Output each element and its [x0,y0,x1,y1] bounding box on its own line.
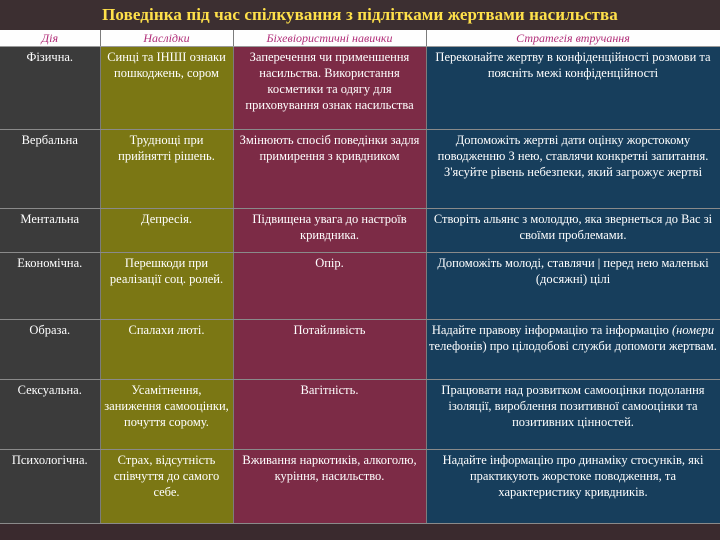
cell-action: Ментальна [0,209,100,253]
cell-behavior: Вагітність. [233,380,426,450]
cell-action: Сексуальна. [0,380,100,450]
strategy-text-part: телефонів) про цілодобові служби допомоги жертвам. [429,339,717,353]
table-row [0,47,720,130]
cell-behavior: Опір. [233,253,426,320]
strategy-italic-part: (номери [671,323,715,337]
cell-consequence: Спалахи люті. [100,320,233,380]
table-row [0,253,720,320]
cell-behavior: Змінюють спосіб поведінки задля примирення з кривдником [233,130,426,209]
table-row [0,209,720,253]
cell-strategy: Працювати над розвитком самооцінки подолання ізоляції, вироблення позитивної самооцінки та позитивних цінностей. [426,380,720,450]
cell-strategy: Переконайте жертву в конфіденційності розмови та поясніть межі конфіденційності [426,47,720,130]
cell-consequence: Усамітнення, заниження самооцінки, почуття сорому. [100,380,233,450]
table-row [0,130,720,209]
cell-consequence: Страх, відсутність співчуття до самого себе. [100,450,233,524]
cell-action: Економічна. [0,253,100,320]
cell-behavior: Потайливість [233,320,426,380]
cell-strategy: Надайте інформацію про динаміку стосунків, які практикують жорстоке поводження, та характеристику кривдників. [426,450,720,524]
cell-consequence: Перешкоди при реалізації соц. ролей. [100,253,233,320]
cell-strategy: Допоможіть молоді, ставлячи | перед нею маленькі (досяжні) цілі [426,253,720,320]
cell-action: Фізична. [0,47,100,130]
cell-strategy [426,320,720,380]
table-row [0,380,720,450]
cell-action: Образа. [0,320,100,380]
cell-strategy: Допоможіть жертві дати оцінку жорстокому поводженню З нею, ставлячи конкретні запитання. З'ясуйте рівень небезпеки, який загрожує жертві [426,130,720,209]
page-title: Поведінка під час спілкування з підлітками жертвами насильства [102,5,618,24]
cell-consequence: Депресія. [100,209,233,253]
column-header-consequence: Наслідки [100,30,233,47]
title-bar [0,0,720,30]
cell-behavior: Заперечення чи применшення насильства. Використання косметики та одягу для приховування ознак насильства [233,47,426,130]
cell-behavior: Вживання наркотиків, алкоголю, куріння, насильство. [233,450,426,524]
cell-action: Вербальна [0,130,100,209]
cell-action: Психологічна. [0,450,100,524]
strategy-text-part: Надайте правову інформацію та інформацію [431,323,672,337]
column-header-behavior: Біхевіористичні навички [233,30,426,47]
cell-consequence: Труднощі при прийнятті рішень. [100,130,233,209]
column-header-strategy: Стратегія втручання [426,30,720,47]
column-header-action: Дія [0,30,100,47]
table-row [0,320,720,380]
cell-behavior: Підвищена увага до настроїв кривдника. [233,209,426,253]
table-row [0,450,720,524]
behavior-table [0,30,720,524]
cell-consequence: Синці та ІНШІ ознаки пошкоджень, сором [100,47,233,130]
cell-strategy: Створіть альянс з молоддю, яка звернеться до Вас зі своїми проблемами. [426,209,720,253]
table-header-row [0,30,720,47]
